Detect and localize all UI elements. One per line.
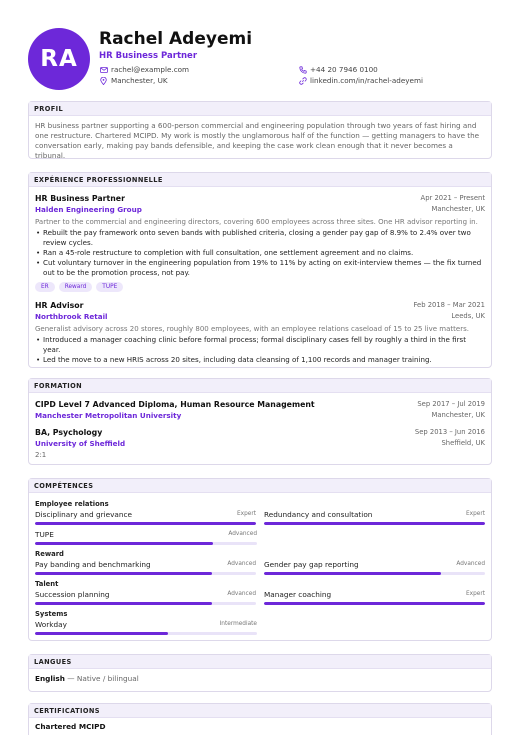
job-title: HR Advisor (35, 301, 84, 310)
skill-level: Expert (237, 511, 256, 517)
email-text: rachel@example.com (111, 65, 190, 74)
skill-bar-fill (264, 572, 441, 575)
job-company: Northbrook Retail (35, 312, 108, 321)
skill-bar-fill (35, 542, 213, 545)
linkedin-text: linkedin.com/in/rachel-adeyemi (310, 76, 423, 85)
skill-name: Succession planning (35, 590, 110, 599)
skill-item (264, 560, 485, 575)
skill-level: Advanced (228, 531, 257, 537)
experience-entry (35, 301, 485, 365)
skill-bar (264, 522, 485, 525)
skill-item (264, 590, 485, 605)
degree-title: BA, Psychology (35, 428, 103, 437)
education-entry (35, 428, 485, 459)
contact-location (99, 76, 168, 85)
degree-dates: Sep 2013 – Jun 2016 (414, 428, 485, 436)
language-item: English — Native / bilingual (35, 674, 139, 683)
skill-bar (35, 542, 257, 545)
job-bullets (35, 335, 485, 365)
job-company: Halden Engineering Group (35, 205, 142, 214)
skill-group-title: Systems (35, 610, 68, 618)
job-dates: Feb 2018 – Mar 2021 (413, 301, 485, 309)
experience-entry (35, 194, 485, 292)
skill-bar (35, 522, 256, 525)
skill-bar (35, 632, 257, 635)
link-icon (298, 76, 307, 85)
tag: Reward (59, 282, 93, 292)
skill-name: Workday (35, 620, 67, 629)
skill-item (35, 560, 256, 575)
skill-item (35, 530, 257, 545)
bullet-item: • Introduced a manager coaching clinic before formal process; formal disciplinary cases fell by roughly a third in the first year. (35, 335, 485, 355)
skill-bar-fill (264, 602, 485, 605)
institution-location: Sheffield, UK (441, 439, 485, 447)
skill-item (264, 510, 485, 525)
section-title: LANGUES (29, 655, 491, 669)
tag: ER (35, 282, 55, 292)
section-title: EXPÉRIENCE PROFESSIONNELLE (29, 173, 491, 187)
skill-bar-fill (264, 522, 485, 525)
tag: TUPE (96, 282, 123, 292)
education-entry (35, 400, 485, 420)
contact-email[interactable] (99, 65, 189, 74)
profile-text: HR business partner supporting a 600-person commercial and engineering population through two years of fast hiring and one restructure. Chartered MCIPD. My work is mostly the unglamorous half of the function — getting managers to have the conversation early, making pay bands defensible, and keeping the case work clean enough that it never becomes a tribunal. (35, 121, 480, 160)
resume-header (0, 0, 520, 95)
skill-bar-fill (35, 572, 212, 575)
skill-name: Pay banding and benchmarking (35, 560, 151, 569)
skill-name: Gender pay gap reporting (264, 560, 359, 569)
skill-level: Advanced (227, 591, 256, 597)
location-pin-icon (99, 76, 108, 85)
language-level: Native / bilingual (76, 674, 139, 683)
skill-bar (35, 572, 256, 575)
skill-level: Advanced (227, 561, 256, 567)
languages-section (28, 654, 492, 692)
skill-level: Expert (466, 591, 485, 597)
skill-name: Manager coaching (264, 590, 332, 599)
skill-group-title: Reward (35, 550, 64, 558)
mail-icon (99, 65, 108, 74)
skill-group-title: Employee relations (35, 500, 109, 508)
bullet-item: • Ran a 45-role restructure to completion with full consultation, one settlement agreement and no claims. (35, 248, 485, 258)
candidate-name: Rachel Adeyemi (99, 29, 253, 49)
job-description: Generalist advisory across 20 stores, roughly 800 employees, with an employee relations caseload of 15 to 25 live matters. (35, 325, 469, 333)
experience-section (28, 172, 492, 368)
section-title: COMPÉTENCES (29, 479, 491, 493)
job-location: Leeds, UK (451, 312, 485, 320)
job-location: Manchester, UK (431, 205, 485, 213)
skill-name: Disciplinary and grievance (35, 510, 133, 519)
skill-bar (264, 602, 485, 605)
institution-location: Manchester, UK (431, 411, 485, 419)
section-title: CERTIFICATIONS (29, 704, 491, 718)
job-bullets (35, 228, 485, 278)
skill-level: Expert (466, 511, 485, 517)
contact-linkedin[interactable] (298, 76, 423, 85)
skill-bar-fill (35, 522, 256, 525)
certification-item: Chartered MCIPD (35, 722, 106, 731)
contact-phone[interactable] (298, 65, 378, 74)
certifications-section (28, 703, 492, 735)
skill-level: Advanced (456, 561, 485, 567)
bullet-item: • Cut voluntary turnover in the engineering population from 19% to 11% by acting on exit-interview themes — the fix turned out to be the promotion process, not pay. (35, 258, 485, 278)
institution: Manchester Metropolitan University (35, 411, 182, 420)
skills-section (28, 478, 492, 641)
section-title: PROFIL (29, 102, 491, 116)
skill-name: TUPE (35, 530, 54, 539)
skill-item (35, 510, 256, 525)
profile-section (28, 101, 492, 159)
degree-dates: Sep 2017 – Jul 2019 (417, 400, 485, 408)
job-dates: Apr 2021 – Present (420, 194, 485, 202)
skill-item (35, 620, 257, 635)
skill-level: Intermediate (219, 621, 257, 627)
degree-grade: 2:1 (35, 451, 47, 459)
phone-icon (298, 65, 307, 74)
job-title: HR Business Partner (35, 194, 125, 203)
skill-item (35, 590, 256, 605)
institution: University of Sheffield (35, 439, 126, 448)
skill-bar (35, 602, 256, 605)
skill-bar (264, 572, 485, 575)
job-tags (35, 282, 485, 292)
skill-name: Redundancy and consultation (264, 510, 373, 519)
language-name: English (35, 674, 65, 683)
section-title: FORMATION (29, 379, 491, 393)
candidate-role: HR Business Partner (99, 51, 198, 61)
skill-group-title: Talent (35, 580, 59, 588)
bullet-item: • Rebuilt the pay framework onto seven bands with published criteria, closing a gender pay gap of 8.9% to 2.4% over two review cycles. (35, 228, 485, 248)
degree-title: CIPD Level 7 Advanced Diploma, Human Resource Management (35, 400, 315, 409)
job-description: Partner to the commercial and engineering directors, covering 600 employees across three sites. One HR advisor reporting in. (35, 218, 478, 226)
location-text: Manchester, UK (111, 76, 168, 85)
skill-bar-fill (35, 602, 212, 605)
education-section (28, 378, 492, 465)
skill-bar-fill (35, 632, 168, 635)
avatar: RA (28, 28, 90, 90)
bullet-item: • Led the move to a new HRIS across 20 sites, including data cleansing of 1,100 records and manager training. (35, 355, 485, 365)
phone-text: +44 20 7946 0100 (310, 65, 378, 74)
